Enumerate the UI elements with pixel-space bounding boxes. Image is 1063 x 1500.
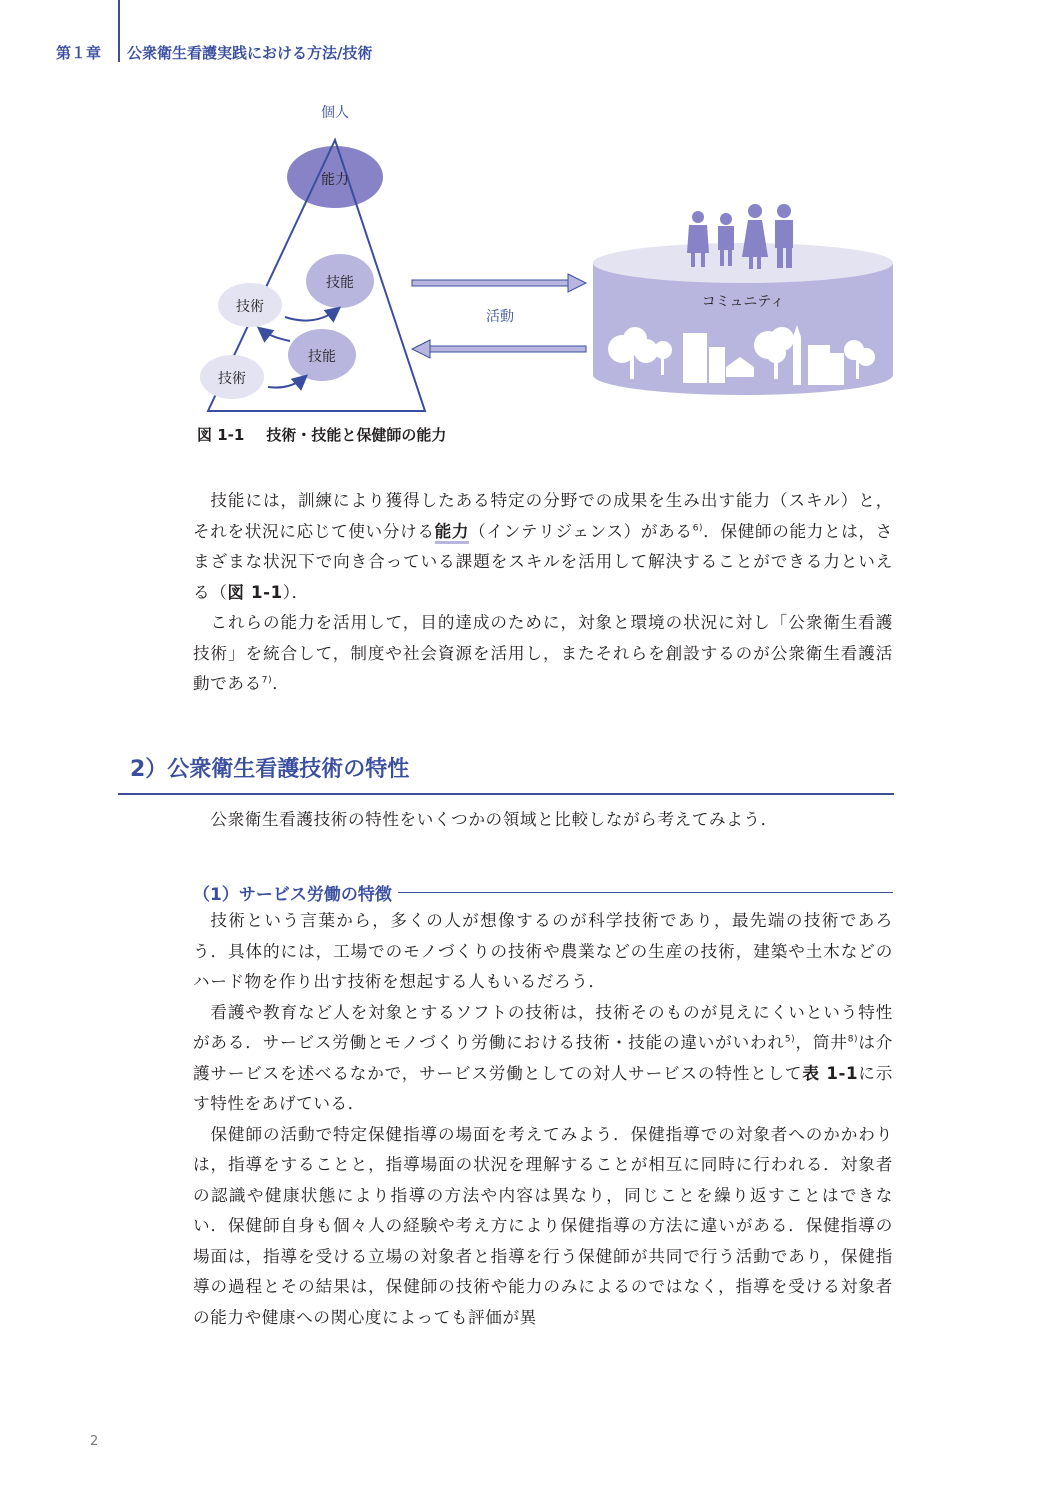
- skill-label-lower: 技能: [308, 349, 336, 365]
- figure-caption-text: 技術・技能と保健師の能力: [266, 426, 447, 444]
- skill-label-upper: 技能: [326, 275, 354, 291]
- technique-label-upper: 技術: [236, 299, 264, 315]
- body-block-2: [193, 906, 893, 1333]
- paragraph-4: 看護や教育など人を対象とするソフトの技術は，技術そのものが見えにくいという特性がある．サービス労働とモノづくり労働における技術・技能の違いがいわれ$^{5)}$，筒井$^{8)}$は介護サービスを述べるなかで，サービス労働としての対人サービスの特性として表 1-1に示す特性をあげている．: [193, 1002, 893, 1113]
- paragraph-1: 技能には，訓練により獲得したある特定の分野での成果を生み出す能力（スキル）と，それを状況に応じて使い分ける能力（インテリジェンス）がある$^{6)}$．保健師の能力とは，さまざまな状況下で向き合っている課題をスキルを活用して解決することができる力といえる（図 1-1）．: [193, 491, 893, 602]
- table-reference: 表 1-1: [802, 1063, 859, 1083]
- ability-term: 能力: [435, 522, 470, 544]
- technique-to-skill-arrow-lower: [268, 377, 305, 388]
- paragraph-5: 保健師の活動で特定保健指導の場面を考えてみよう．保健指導での対象者へのかかわりは，指導をすることと，指導場面の状況を理解することが相互に同時に行われる．対象者の認識や健康状態により指導の方法や内容は異なり，同じことを繰り返すことはできない．保健師自身も個々人の経験や考え方により保健指導の方法に違いがある．保健指導の場面は，指導を受ける立場の対象者と指導を行う保健師が共同で行う活動であり，保健指導の過程とその結果は，保健師の技術や能力のみによるのではなく，指導を受ける対象者の能力や健康への関心度によっても評価が異: [193, 1124, 893, 1327]
- ref-5: 5): [784, 1034, 796, 1045]
- intro-paragraph: 公衆衛生看護技術の特性をいくつかの領域と比較しながら考えてみよう．: [210, 810, 778, 829]
- paragraph-3: 技術という言葉から，多くの人が想像するのが科学技術であり，最先端の技術であろう．具体的には，工場でのモノづくりの技術や農業などの生産の技術，建築や土木などのハード物を作り出す技術を想起する人もいるだろう．: [193, 911, 893, 991]
- section-heading: 2）公衆衛生看護技術の特性: [130, 757, 410, 782]
- ability-label: 能力: [321, 172, 349, 188]
- activity-label: 活動: [486, 309, 514, 325]
- section-intro: [193, 805, 893, 836]
- subsection-heading: [193, 880, 893, 905]
- chapter-number: 第１章: [56, 44, 102, 62]
- technique-label-lower: 技術: [218, 371, 246, 387]
- body-block-1: [193, 486, 893, 700]
- running-header: [56, 42, 373, 63]
- ref-7: 7): [261, 675, 273, 686]
- activity-arrow-left: [412, 340, 586, 358]
- figure-reference: 図 1-1: [227, 582, 283, 602]
- activity-arrow-right: [412, 274, 586, 292]
- figure-diagram: [190, 95, 910, 425]
- chapter-title: 公衆衛生看護実践における方法/技術: [127, 44, 373, 62]
- subsection-heading-text: （1）サービス労働の特徴: [193, 885, 392, 905]
- figure-individual-label: 個人: [321, 105, 349, 121]
- figure-caption-number: 図 1-1: [197, 426, 245, 444]
- subsection-rule: [398, 892, 893, 893]
- paragraph-2: これらの能力を活用して，目的達成のために，対象と環境の状況に対し「公衆衛生看護技術」を統合して，制度や社会資源を活用し，またそれらを創設するのが公衆衛生看護活動である$^{7)}$．: [193, 613, 893, 693]
- ref-6: 6): [692, 522, 704, 533]
- community-label: コミュニティ: [701, 294, 785, 310]
- technique-to-skill-arrow-upper: [285, 309, 338, 321]
- figure-caption: [197, 424, 446, 445]
- section-rule: [118, 793, 894, 795]
- ref-8: 8): [847, 1034, 859, 1045]
- page-number: 2: [90, 1434, 99, 1449]
- skill-to-technique-arrow: [260, 329, 290, 341]
